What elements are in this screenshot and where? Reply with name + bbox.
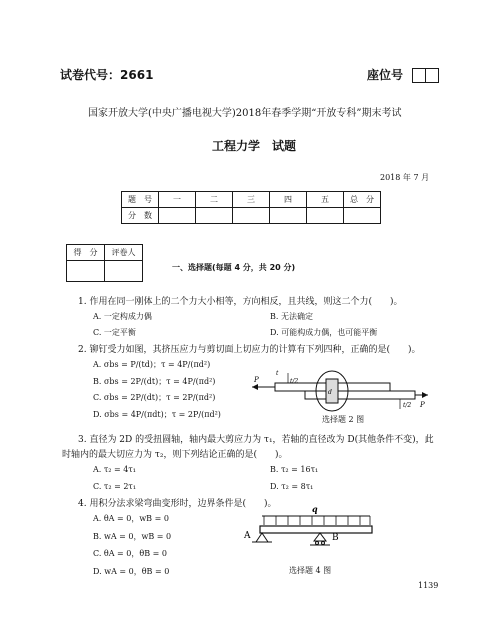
q3-option-b: B. τ₂ = 16τ₁	[270, 465, 319, 474]
paper-code-value: 2661	[120, 68, 154, 82]
t-half-label-2: t/2	[403, 402, 412, 409]
q-label: q	[312, 504, 318, 514]
question-2-stem: 2. 铆钉受力如图，其挤压应力与剪切面上切应力的计算有下列四种，正确的是( )。	[78, 345, 421, 355]
score-header-cell: 一	[159, 192, 196, 208]
q1-option-b: B. 无法确定	[270, 312, 313, 321]
grader-reviewer-cell[interactable]	[105, 261, 143, 282]
question-3-stem: 3. 直径为 2D 的受扭圆轴，轴内最大剪应力为 τ₁，若轴的直径改为 D(其他条件不变)，此	[78, 435, 434, 445]
t-half-label-1: t/2	[290, 378, 299, 385]
p-right-label: P	[420, 401, 425, 409]
question-4-stem: 4. 用积分法求梁弯曲变形时，边界条件是( )。	[78, 499, 277, 509]
grader-table	[66, 244, 143, 282]
score-header-cell: 题 号	[122, 192, 159, 208]
roller-b-2	[322, 542, 325, 545]
load-arrows	[264, 516, 370, 525]
paper-code	[60, 66, 153, 83]
q4-option-a: A. θA = 0，wB = 0	[93, 514, 169, 523]
q1-option-c: C. 一定平衡	[93, 328, 136, 337]
score-header-cell: 五	[307, 192, 344, 208]
seat-label: 座位号	[367, 68, 404, 82]
score-cell[interactable]	[159, 208, 196, 224]
force-left-arrow	[252, 384, 258, 390]
page-number: 1139	[418, 581, 439, 590]
q4-option-b: B. wA = 0，wB = 0	[93, 532, 172, 541]
figure-4-caption: 选择题 4 图	[289, 566, 332, 575]
q2-option-b: B. σbs = 2P/(dt)；τ = 4P/(πd²)	[93, 377, 216, 386]
q3-option-d: D. τ₂ = 8τ₁	[270, 482, 314, 491]
score-cell[interactable]	[307, 208, 344, 224]
q2-option-d: D. σbs = 4P/(πdt)；τ = 2P/(πd²)	[93, 410, 221, 419]
q4-option-d: D. wA = 0，θB = 0	[93, 567, 170, 576]
q3-option-c: C. τ₂ = 2τ₁	[93, 482, 137, 491]
beam-figure	[240, 504, 390, 560]
q4-option-c: C. θA = 0，θB = 0	[93, 549, 167, 558]
question-3-stem-cont: 时轴内的最大切应力为 τ₂，则下列结论正确的是( )。	[62, 450, 288, 460]
exam-title: 国家开放大学(中央广播电视大学)2018年春季学期“开放专科”期末考试	[88, 108, 402, 119]
score-header-cell: 三	[233, 192, 270, 208]
paper-code-label: 试卷代号：	[60, 68, 121, 82]
score-cell[interactable]	[196, 208, 233, 224]
t-upper-label: t	[276, 370, 279, 377]
a-label: A	[244, 531, 251, 541]
score-cell[interactable]	[270, 208, 307, 224]
score-cell[interactable]	[344, 208, 381, 224]
figure-2-caption: 选择题 2 图	[322, 415, 365, 424]
rivet-figure	[250, 363, 430, 413]
score-table-header-row	[122, 192, 381, 208]
q1-option-d: D. 可能构成力偶，也可能平衡	[270, 328, 378, 337]
d-label: d	[328, 389, 332, 396]
q3-option-a: A. τ₂ = 4τ₁	[93, 465, 137, 474]
support-a	[256, 533, 268, 542]
roller-b-1	[316, 542, 319, 545]
question-1-stem: 1. 作用在同一刚体上的二个力大小相等，方向相反，且共线，则这二个力( )。	[78, 297, 403, 307]
score-header-cell: 总 分	[344, 192, 381, 208]
force-right-arrow	[422, 392, 428, 398]
subject-title: 工程力学 试题	[212, 139, 297, 153]
grader-score-cell[interactable]	[67, 261, 105, 282]
seat-box-1[interactable]	[412, 68, 426, 83]
score-row-label: 分 数	[122, 208, 159, 224]
section-title: 一、选择题(每题 4 分，共 20 分)	[172, 263, 296, 272]
q1-option-a: A. 一定构成力偶	[93, 312, 152, 321]
q2-option-a: A. σbs = P/(td)；τ = 4P/(πd²)	[93, 360, 211, 369]
score-table	[121, 191, 381, 224]
p-left-label: P	[254, 376, 259, 384]
beam	[260, 526, 372, 533]
b-label: B	[332, 533, 339, 543]
q2-option-c: C. σbs = 2P/(dt)；τ = 2P/(πd²)	[93, 393, 216, 402]
support-b	[314, 533, 326, 541]
score-cell[interactable]	[233, 208, 270, 224]
exam-date: 2018 年 7 月	[380, 173, 430, 182]
score-header-cell: 二	[196, 192, 233, 208]
score-header-cell: 四	[270, 192, 307, 208]
seat-box-2[interactable]	[425, 68, 439, 83]
plate-lower	[305, 391, 415, 399]
grader-score-label: 得 分	[67, 245, 105, 261]
grader-reviewer-label: 评卷人	[105, 245, 143, 261]
score-table-value-row	[122, 208, 381, 224]
